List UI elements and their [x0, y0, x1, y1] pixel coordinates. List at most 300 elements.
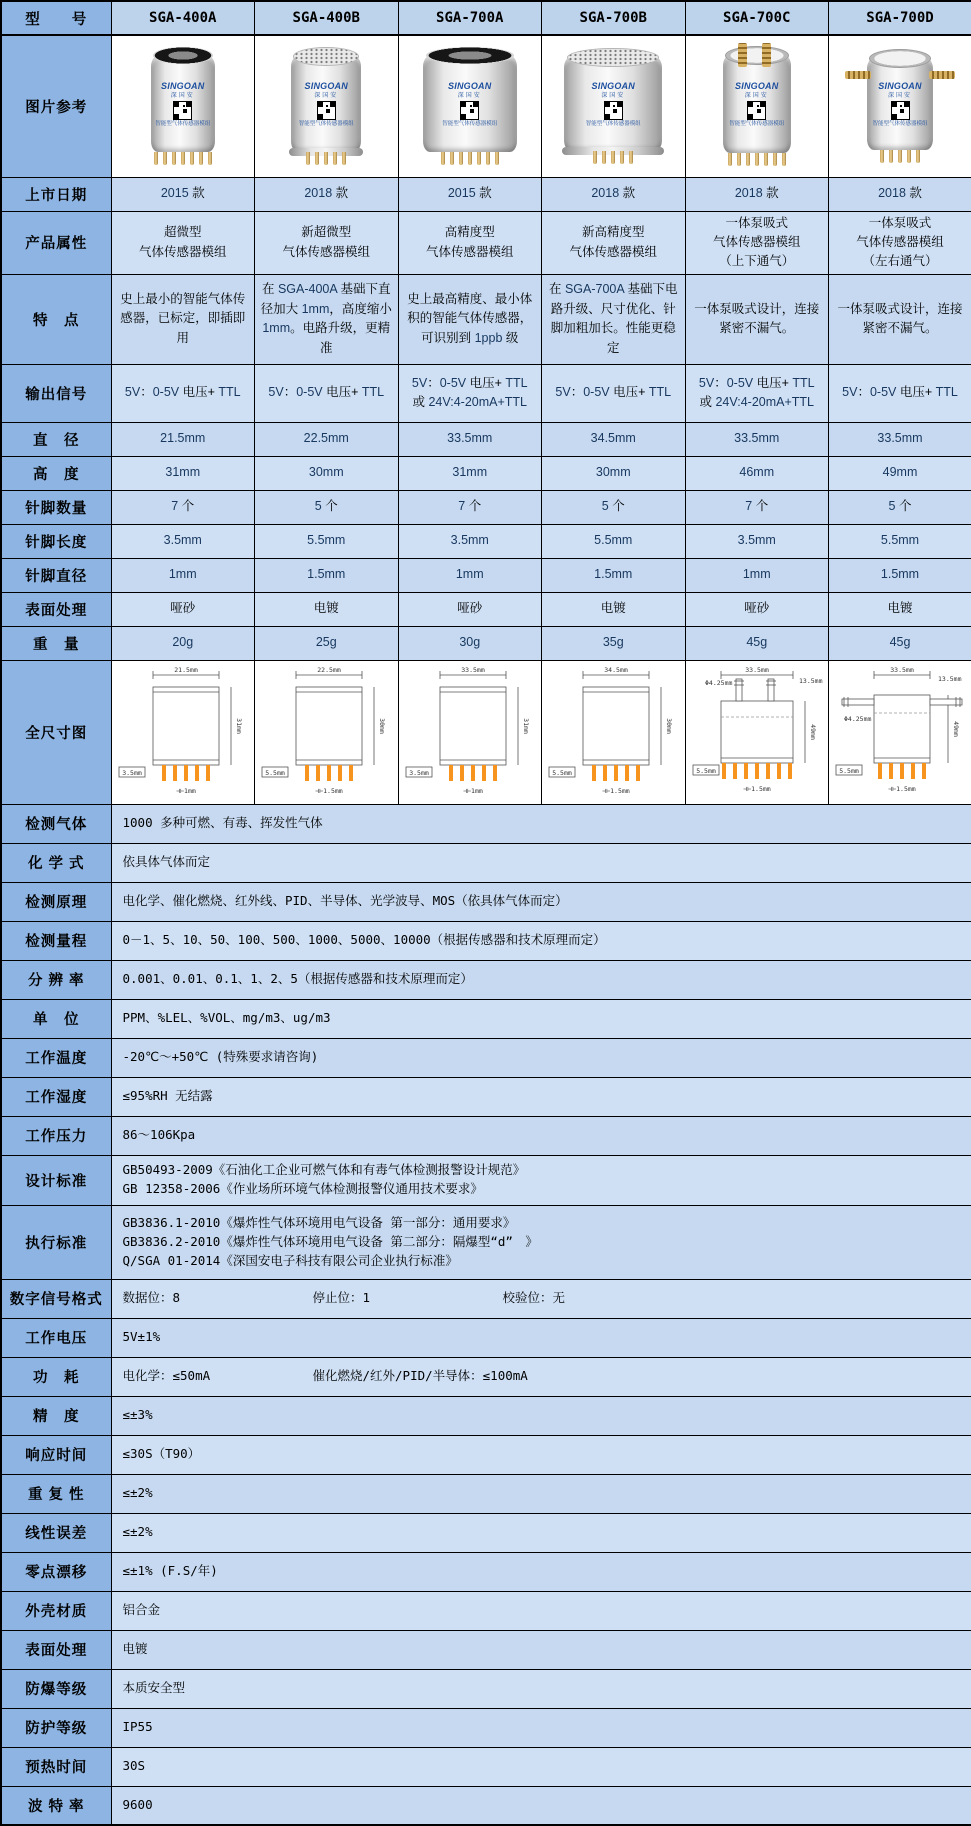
svg-text:⊣⊢1mm: ⊣⊢1mm: [463, 787, 483, 795]
row-operating-pressure-label: 工作压力: [1, 1116, 111, 1155]
svg-text:⊣⊢1.5mm: ⊣⊢1.5mm: [603, 787, 630, 795]
sensor-body: [291, 56, 361, 152]
image-cell-SGA-400B: [255, 35, 399, 177]
image-row: [1, 35, 971, 177]
launch-date-cell-SGA-400A: 2015 款: [111, 177, 255, 211]
detected-gases-value: 1000 多种可燃、有毒、挥发性气体: [111, 804, 971, 843]
pin: [441, 152, 445, 165]
product-type-cell-SGA-400A: 超微型 气体传感器模组: [111, 211, 255, 274]
row-repeatability-label: 重 复 性: [1, 1474, 111, 1513]
row-operating-voltage: [1, 1318, 971, 1357]
sensor-body: [423, 56, 517, 152]
pin-diameter-cell-SGA-400A: 1mm: [111, 558, 255, 592]
pin: [342, 152, 346, 165]
operating-voltage-value: 5V±1%: [111, 1318, 971, 1357]
surface-finish-cell-SGA-700C: 哑砂: [685, 592, 829, 626]
height-cell-SGA-400B: 30mm: [255, 456, 399, 490]
row-surface-treatment: [1, 1630, 971, 1669]
pin-diameter-cell-SGA-400B: 1.5mm: [255, 558, 399, 592]
shell-material-value: 铝合金: [111, 1591, 971, 1630]
pin-row: [880, 150, 920, 163]
pin-count-cell-SGA-700D: 5 个: [829, 490, 971, 524]
weight-cell-SGA-700B: 35g: [542, 626, 686, 660]
image-cell-SGA-700B: [542, 35, 686, 177]
height-cell-SGA-700C: 46mm: [685, 456, 829, 490]
output-signal-cell-SGA-400A: 5V：0-5V 电压+ TTL: [111, 364, 255, 422]
model-header-2: SGA-400B: [255, 1, 399, 35]
operating-pressure-value: 86～106Kpa: [111, 1116, 971, 1155]
dimension-diagram-SGA-700C: [687, 661, 827, 799]
pin-length-cell-SGA-700B: 5.5mm: [542, 524, 686, 558]
pin-diameter-cell-SGA-700D: 1.5mm: [829, 558, 971, 592]
launch-date-cell-SGA-700B: 2018 款: [542, 177, 686, 211]
row-output-signal-label: 输出信号: [1, 364, 111, 422]
pin-diameter-cell-SGA-700A: 1mm: [398, 558, 542, 592]
launch-date-cell-SGA-700D: 2018 款: [829, 177, 971, 211]
baud-rate-value: 9600: [111, 1786, 971, 1825]
sensor-body: [723, 55, 791, 153]
pin-row: [306, 152, 346, 165]
row-protection-grade: [1, 1708, 971, 1747]
pin-length-cell-SGA-700C: 3.5mm: [685, 524, 829, 558]
row-height: [1, 456, 971, 490]
launch-date-cell-SGA-400B: 2018 款: [255, 177, 399, 211]
image-row-label: 图片参考: [1, 35, 111, 177]
product-photo-SGA-700C: [723, 46, 791, 166]
svg-text:49mm: 49mm: [809, 724, 817, 740]
row-power-consumption: [1, 1357, 971, 1396]
diameter-cell-SGA-700A: 33.5mm: [398, 422, 542, 456]
qr-code: [604, 101, 623, 120]
features-cell-SGA-700C: 一体泵吸式设计，连接紧密不漏气。: [685, 274, 829, 364]
svg-text:31mm: 31mm: [522, 718, 530, 734]
launch-date-cell-SGA-700C: 2018 款: [685, 177, 829, 211]
pin: [916, 150, 920, 163]
product-type-cell-SGA-700D: 一体泵吸式 气体传感器模组 （左右通气）: [829, 211, 971, 274]
svg-text:⊣⊢1.5mm: ⊣⊢1.5mm: [888, 785, 915, 793]
surface-finish-cell-SGA-400A: 哑砂: [111, 592, 255, 626]
diameter-cell-SGA-700C: 33.5mm: [685, 422, 829, 456]
pin: [333, 152, 337, 165]
row-pin-length: [1, 524, 971, 558]
product-caption: 智能型气体传感器模组: [299, 122, 354, 128]
pin: [755, 153, 759, 166]
row-response-time-label: 响应时间: [1, 1435, 111, 1474]
svg-text:31mm: 31mm: [235, 718, 243, 734]
diameter-cell-SGA-400B: 22.5mm: [255, 422, 399, 456]
surface-treatment-value: 电镀: [111, 1630, 971, 1669]
pin-length-cell-SGA-400A: 3.5mm: [111, 524, 255, 558]
row-explosion-proof-grade: [1, 1669, 971, 1708]
row-features: [1, 274, 971, 364]
row-response-time: [1, 1435, 971, 1474]
image-cell-SGA-700C: [685, 35, 829, 177]
brand-cn: 深国安: [745, 93, 769, 99]
repeatability-value: ≤±2%: [111, 1474, 971, 1513]
operating-humidity-value: ≤95%RH 无结露: [111, 1077, 971, 1116]
header-row: [1, 1, 971, 35]
row-detected-gases: [1, 804, 971, 843]
product-caption: 智能型气体传感器模组: [586, 122, 641, 128]
pin: [324, 152, 328, 165]
svg-text:Φ4.25mm: Φ4.25mm: [705, 679, 732, 687]
row-protection-grade-label: 防护等级: [1, 1708, 111, 1747]
pin: [764, 153, 768, 166]
power-consumption-value: 电化学：≤50mA 催化燃烧/红外/PID/半导体：≤100mA: [111, 1357, 971, 1396]
model-header-6: SGA-700D: [829, 1, 971, 35]
svg-text:33.5mm: 33.5mm: [461, 666, 485, 674]
row-baud-rate: [1, 1786, 971, 1825]
qr-code: [460, 101, 479, 120]
pin: [629, 151, 633, 164]
product-caption: 智能型气体传感器模组: [729, 122, 784, 128]
pin: [737, 153, 741, 166]
design-standard-value: GB50493-2009《石油化工企业可燃气体和有毒气体检测报警设计规范》 GB 12358-2006《作业场所环境气体检测报警仪通用技术要求》: [111, 1155, 971, 1205]
hose-barb: [762, 43, 771, 67]
brand-cn: 深国安: [601, 93, 625, 99]
linearity-error-value: ≤±2%: [111, 1513, 971, 1552]
product-photo-SGA-700D: [867, 49, 933, 163]
unit-value: PPM、%LEL、%VOL、mg/m3、ug/m3: [111, 999, 971, 1038]
output-signal-cell-SGA-700A: 5V：0-5V 电压+ TTL 或 24V:4-20mA+TTL: [398, 364, 542, 422]
features-cell-SGA-700B: 在 SGA-700A 基础下电路升级、尺寸优化、针脚加粗加长。性能更稳定: [542, 274, 686, 364]
brand-cn: 深国安: [171, 93, 195, 99]
product-photo-SGA-700A: [423, 47, 517, 165]
features-cell-SGA-700D: 一体泵吸式设计，连接紧密不漏气。: [829, 274, 971, 364]
pin: [181, 152, 185, 165]
diagram-cell-SGA-400A: [111, 660, 255, 804]
pin-count-cell-SGA-700C: 7 个: [685, 490, 829, 524]
diagram-row: [1, 660, 971, 804]
sensor-body: [867, 58, 933, 150]
sensor-body: [151, 56, 215, 152]
zero-drift-value: ≤±1% (F.S/年): [111, 1552, 971, 1591]
output-signal-cell-SGA-700D: 5V：0-5V 电压+ TTL: [829, 364, 971, 422]
svg-text:Φ4.25mm: Φ4.25mm: [844, 715, 871, 723]
row-height-label: 高 度: [1, 456, 111, 490]
height-cell-SGA-400A: 31mm: [111, 456, 255, 490]
row-detection-principle: [1, 882, 971, 921]
svg-text:49mm: 49mm: [952, 721, 960, 737]
product-type-cell-SGA-700C: 一体泵吸式 气体传感器模组 （上下通气）: [685, 211, 829, 274]
row-digital-signal-format-label: 数字信号格式: [1, 1279, 111, 1318]
pin: [889, 150, 893, 163]
pin: [468, 152, 472, 165]
row-execution-standard: [1, 1205, 971, 1279]
row-zero-drift-label: 零点漂移: [1, 1552, 111, 1591]
weight-cell-SGA-400A: 20g: [111, 626, 255, 660]
pin-length-cell-SGA-700A: 3.5mm: [398, 524, 542, 558]
resolution-value: 0.001、0.01、0.1、1、2、5（根据传感器和技术原理而定）: [111, 960, 971, 999]
dimension-diagram-SGA-700A: [400, 661, 540, 799]
svg-text:3.5mm: 3.5mm: [122, 769, 142, 777]
row-chemical-formula-label: 化 学 式: [1, 843, 111, 882]
image-cell-SGA-700A: [398, 35, 542, 177]
digital-signal-format-value: 数据位：8 停止位：1 校验位：无: [111, 1279, 971, 1318]
pin-count-cell-SGA-700B: 5 个: [542, 490, 686, 524]
features-cell-SGA-400A: 史上最小的智能气体传感器，已标定，即插即用: [111, 274, 255, 364]
features-cell-SGA-400B: 在 SGA-400A 基础下直径加大 1mm，高度缩小 1mm。电路升级，更精准: [255, 274, 399, 364]
qr-code: [317, 101, 336, 120]
svg-text:5.5mm: 5.5mm: [552, 769, 572, 777]
pin: [907, 150, 911, 163]
weight-cell-SGA-700A: 30g: [398, 626, 542, 660]
pin: [315, 152, 319, 165]
chemical-formula-value: 依具体气体而定: [111, 843, 971, 882]
pin-row: [441, 152, 499, 165]
svg-text:⊣⊢1mm: ⊣⊢1mm: [176, 787, 196, 795]
pin: [199, 152, 203, 165]
row-zero-drift: [1, 1552, 971, 1591]
hose-barb: [845, 71, 871, 79]
row-operating-temperature-label: 工作温度: [1, 1038, 111, 1077]
svg-text:33.5mm: 33.5mm: [745, 666, 769, 674]
pin-count-cell-SGA-400A: 7 个: [111, 490, 255, 524]
product-caption: 智能型气体传感器模组: [155, 122, 210, 128]
operating-temperature-value: -20℃～+50℃ (特殊要求请咨询): [111, 1038, 971, 1077]
pin: [190, 152, 194, 165]
dimension-diagram-SGA-700B: [543, 661, 683, 799]
row-shell-material: [1, 1591, 971, 1630]
pin-length-cell-SGA-400B: 5.5mm: [255, 524, 399, 558]
execution-standard-value: GB3836.1-2010《爆炸性气体环境用电气设备 第一部分：通用要求》 GB3836.2-2010《爆炸性气体环境用电气设备 第二部分：隔爆型“d” 》 Q/SGA 01-2014《深国安电子科技有限公司企业执行标准》: [111, 1205, 971, 1279]
svg-text:13.5mm: 13.5mm: [799, 677, 823, 685]
row-linearity-error: [1, 1513, 971, 1552]
height-cell-SGA-700A: 31mm: [398, 456, 542, 490]
detection-range-value: 0－1、5、10、50、100、500、1000、5000、10000（根据传感器和技术原理而定）: [111, 921, 971, 960]
pin-count-cell-SGA-700A: 7 个: [398, 490, 542, 524]
row-surface-treatment-label: 表面处理: [1, 1630, 111, 1669]
diagram-row-label: 全尺寸图: [1, 660, 111, 804]
model-header-4: SGA-700B: [542, 1, 686, 35]
row-product-type-label: 产品属性: [1, 211, 111, 274]
model-header-5: SGA-700C: [685, 1, 829, 35]
product-photo-SGA-400A: [151, 47, 215, 165]
pin-length-cell-SGA-700D: 5.5mm: [829, 524, 971, 558]
model-row-label: 型 号: [1, 1, 111, 35]
brand-logo: SINGOAN: [878, 82, 921, 91]
row-pin-diameter: [1, 558, 971, 592]
image-cell-SGA-400A: [111, 35, 255, 177]
row-surface-finish-label: 表面处理: [1, 592, 111, 626]
row-preheat-time-label: 预热时间: [1, 1747, 111, 1786]
accuracy-value: ≤±3%: [111, 1396, 971, 1435]
pin: [495, 152, 499, 165]
row-operating-pressure: [1, 1116, 971, 1155]
diameter-cell-SGA-400A: 21.5mm: [111, 422, 255, 456]
row-power-consumption-label: 功 耗: [1, 1357, 111, 1396]
svg-text:⊣⊢1.5mm: ⊣⊢1.5mm: [316, 787, 343, 795]
row-accuracy: [1, 1396, 971, 1435]
features-cell-SGA-700A: 史上最高精度、最小体积的智能气体传感器，可识别到 1ppb 级: [398, 274, 542, 364]
row-explosion-proof-grade-label: 防爆等级: [1, 1669, 111, 1708]
row-diameter-label: 直 径: [1, 422, 111, 456]
product-type-cell-SGA-400B: 新超微型 气体传感器模组: [255, 211, 399, 274]
brand-logo: SINGOAN: [305, 82, 348, 91]
svg-text:22.5mm: 22.5mm: [318, 666, 342, 674]
pin-row: [154, 152, 212, 165]
diagram-cell-SGA-400B: [255, 660, 399, 804]
pin: [898, 150, 902, 163]
surface-finish-cell-SGA-700A: 哑砂: [398, 592, 542, 626]
pin-row: [593, 151, 633, 164]
row-pin-count-label: 针脚数量: [1, 490, 111, 524]
row-detection-range: [1, 921, 971, 960]
row-unit-label: 单 位: [1, 999, 111, 1038]
svg-text:30mm: 30mm: [665, 718, 673, 734]
pin-diameter-cell-SGA-700B: 1.5mm: [542, 558, 686, 592]
pin-row: [728, 153, 786, 166]
svg-text:5.5mm: 5.5mm: [839, 767, 859, 775]
svg-text:3.5mm: 3.5mm: [409, 769, 429, 777]
brand-logo: SINGOAN: [735, 82, 778, 91]
row-detection-principle-label: 检测原理: [1, 882, 111, 921]
pin: [728, 153, 732, 166]
dimension-diagram-SGA-400B: [256, 661, 396, 799]
pin: [773, 153, 777, 166]
row-diameter: [1, 422, 971, 456]
brand-cn: 深国安: [888, 93, 912, 99]
svg-text:21.5mm: 21.5mm: [174, 666, 198, 674]
row-design-standard: [1, 1155, 971, 1205]
explosion-proof-grade-value: 本质安全型: [111, 1669, 971, 1708]
row-pin-length-label: 针脚长度: [1, 524, 111, 558]
qr-code: [891, 101, 910, 120]
pin: [880, 150, 884, 163]
pin: [450, 152, 454, 165]
pin: [459, 152, 463, 165]
product-caption: 智能型气体传感器模组: [442, 122, 497, 128]
row-resolution: [1, 960, 971, 999]
qr-code: [747, 101, 766, 120]
svg-text:34.5mm: 34.5mm: [605, 666, 629, 674]
row-weight-label: 重 量: [1, 626, 111, 660]
hose-barb: [929, 71, 955, 79]
row-surface-finish: [1, 592, 971, 626]
weight-cell-SGA-700D: 45g: [829, 626, 971, 660]
brand-cn: 深国安: [458, 93, 482, 99]
diameter-cell-SGA-700B: 34.5mm: [542, 422, 686, 456]
row-design-standard-label: 设计标准: [1, 1155, 111, 1205]
brand-logo: SINGOAN: [592, 82, 635, 91]
pin: [208, 152, 212, 165]
row-execution-standard-label: 执行标准: [1, 1205, 111, 1279]
product-type-cell-SGA-700B: 新高精度型 气体传感器模组: [542, 211, 686, 274]
product-caption: 智能型气体传感器模组: [872, 122, 927, 128]
row-detection-range-label: 检测量程: [1, 921, 111, 960]
weight-cell-SGA-700C: 45g: [685, 626, 829, 660]
pin: [154, 152, 158, 165]
diameter-cell-SGA-700D: 33.5mm: [829, 422, 971, 456]
surface-finish-cell-SGA-700B: 电镀: [542, 592, 686, 626]
pin: [620, 151, 624, 164]
weight-cell-SGA-400B: 25g: [255, 626, 399, 660]
svg-text:30mm: 30mm: [378, 718, 386, 734]
row-linearity-error-label: 线性误差: [1, 1513, 111, 1552]
output-signal-cell-SGA-400B: 5V：0-5V 电压+ TTL: [255, 364, 399, 422]
row-repeatability: [1, 1474, 971, 1513]
height-cell-SGA-700D: 49mm: [829, 456, 971, 490]
svg-text:5.5mm: 5.5mm: [265, 769, 285, 777]
row-output-signal: [1, 364, 971, 422]
row-operating-voltage-label: 工作电压: [1, 1318, 111, 1357]
row-features-label: 特 点: [1, 274, 111, 364]
product-photo-SGA-400B: [291, 47, 361, 165]
row-baud-rate-label: 波 特 率: [1, 1786, 111, 1825]
surface-finish-cell-SGA-700D: 电镀: [829, 592, 971, 626]
pin: [611, 151, 615, 164]
row-unit: [1, 999, 971, 1038]
diagram-cell-SGA-700B: [542, 660, 686, 804]
svg-text:33.5mm: 33.5mm: [890, 666, 914, 674]
row-product-type: [1, 211, 971, 274]
svg-text:5.5mm: 5.5mm: [696, 767, 716, 775]
row-operating-humidity-label: 工作湿度: [1, 1077, 111, 1116]
pin: [782, 153, 786, 166]
row-operating-humidity: [1, 1077, 971, 1116]
launch-date-cell-SGA-700A: 2015 款: [398, 177, 542, 211]
model-header-1: SGA-400A: [111, 1, 255, 35]
pin: [172, 152, 176, 165]
preheat-time-value: 30S: [111, 1747, 971, 1786]
pin: [602, 151, 606, 164]
height-cell-SGA-700B: 30mm: [542, 456, 686, 490]
pin-count-cell-SGA-400B: 5 个: [255, 490, 399, 524]
row-pin-diameter-label: 针脚直径: [1, 558, 111, 592]
svg-text:13.5mm: 13.5mm: [938, 675, 962, 683]
row-detected-gases-label: 检测气体: [1, 804, 111, 843]
pin: [163, 152, 167, 165]
output-signal-cell-SGA-700C: 5V：0-5V 电压+ TTL 或 24V:4-20mA+TTL: [685, 364, 829, 422]
row-operating-temperature: [1, 1038, 971, 1077]
detection-principle-value: 电化学、催化燃烧、红外线、PID、半导体、光学波导、MOS（依具体气体而定）: [111, 882, 971, 921]
row-pin-count: [1, 490, 971, 524]
row-launch-date-label: 上市日期: [1, 177, 111, 211]
row-accuracy-label: 精 度: [1, 1396, 111, 1435]
pin-diameter-cell-SGA-700C: 1mm: [685, 558, 829, 592]
svg-text:⊣⊢1.5mm: ⊣⊢1.5mm: [743, 785, 770, 793]
brand-logo: SINGOAN: [161, 82, 204, 91]
pin: [593, 151, 597, 164]
row-launch-date: [1, 177, 971, 211]
brand-logo: SINGOAN: [448, 82, 491, 91]
row-resolution-label: 分 辨 率: [1, 960, 111, 999]
pin: [746, 153, 750, 166]
row-chemical-formula: [1, 843, 971, 882]
qr-code: [173, 101, 192, 120]
pin: [306, 152, 310, 165]
response-time-value: ≤30S（T90）: [111, 1435, 971, 1474]
surface-finish-cell-SGA-400B: 电镀: [255, 592, 399, 626]
row-weight: [1, 626, 971, 660]
row-preheat-time: [1, 1747, 971, 1786]
hose-barb: [738, 43, 747, 67]
diagram-cell-SGA-700D: [829, 660, 971, 804]
product-photo-SGA-700B: [564, 48, 662, 164]
diagram-cell-SGA-700C: [685, 660, 829, 804]
diagram-cell-SGA-700A: [398, 660, 542, 804]
model-header-3: SGA-700A: [398, 1, 542, 35]
brand-cn: 深国安: [314, 93, 338, 99]
pin: [477, 152, 481, 165]
output-signal-cell-SGA-700B: 5V：0-5V 电压+ TTL: [542, 364, 686, 422]
image-cell-SGA-700D: [829, 35, 971, 177]
product-type-cell-SGA-700A: 高精度型 气体传感器模组: [398, 211, 542, 274]
sensor-body: [564, 57, 662, 151]
row-digital-signal-format: [1, 1279, 971, 1318]
pin: [486, 152, 490, 165]
dimension-diagram-SGA-400A: [113, 661, 253, 799]
